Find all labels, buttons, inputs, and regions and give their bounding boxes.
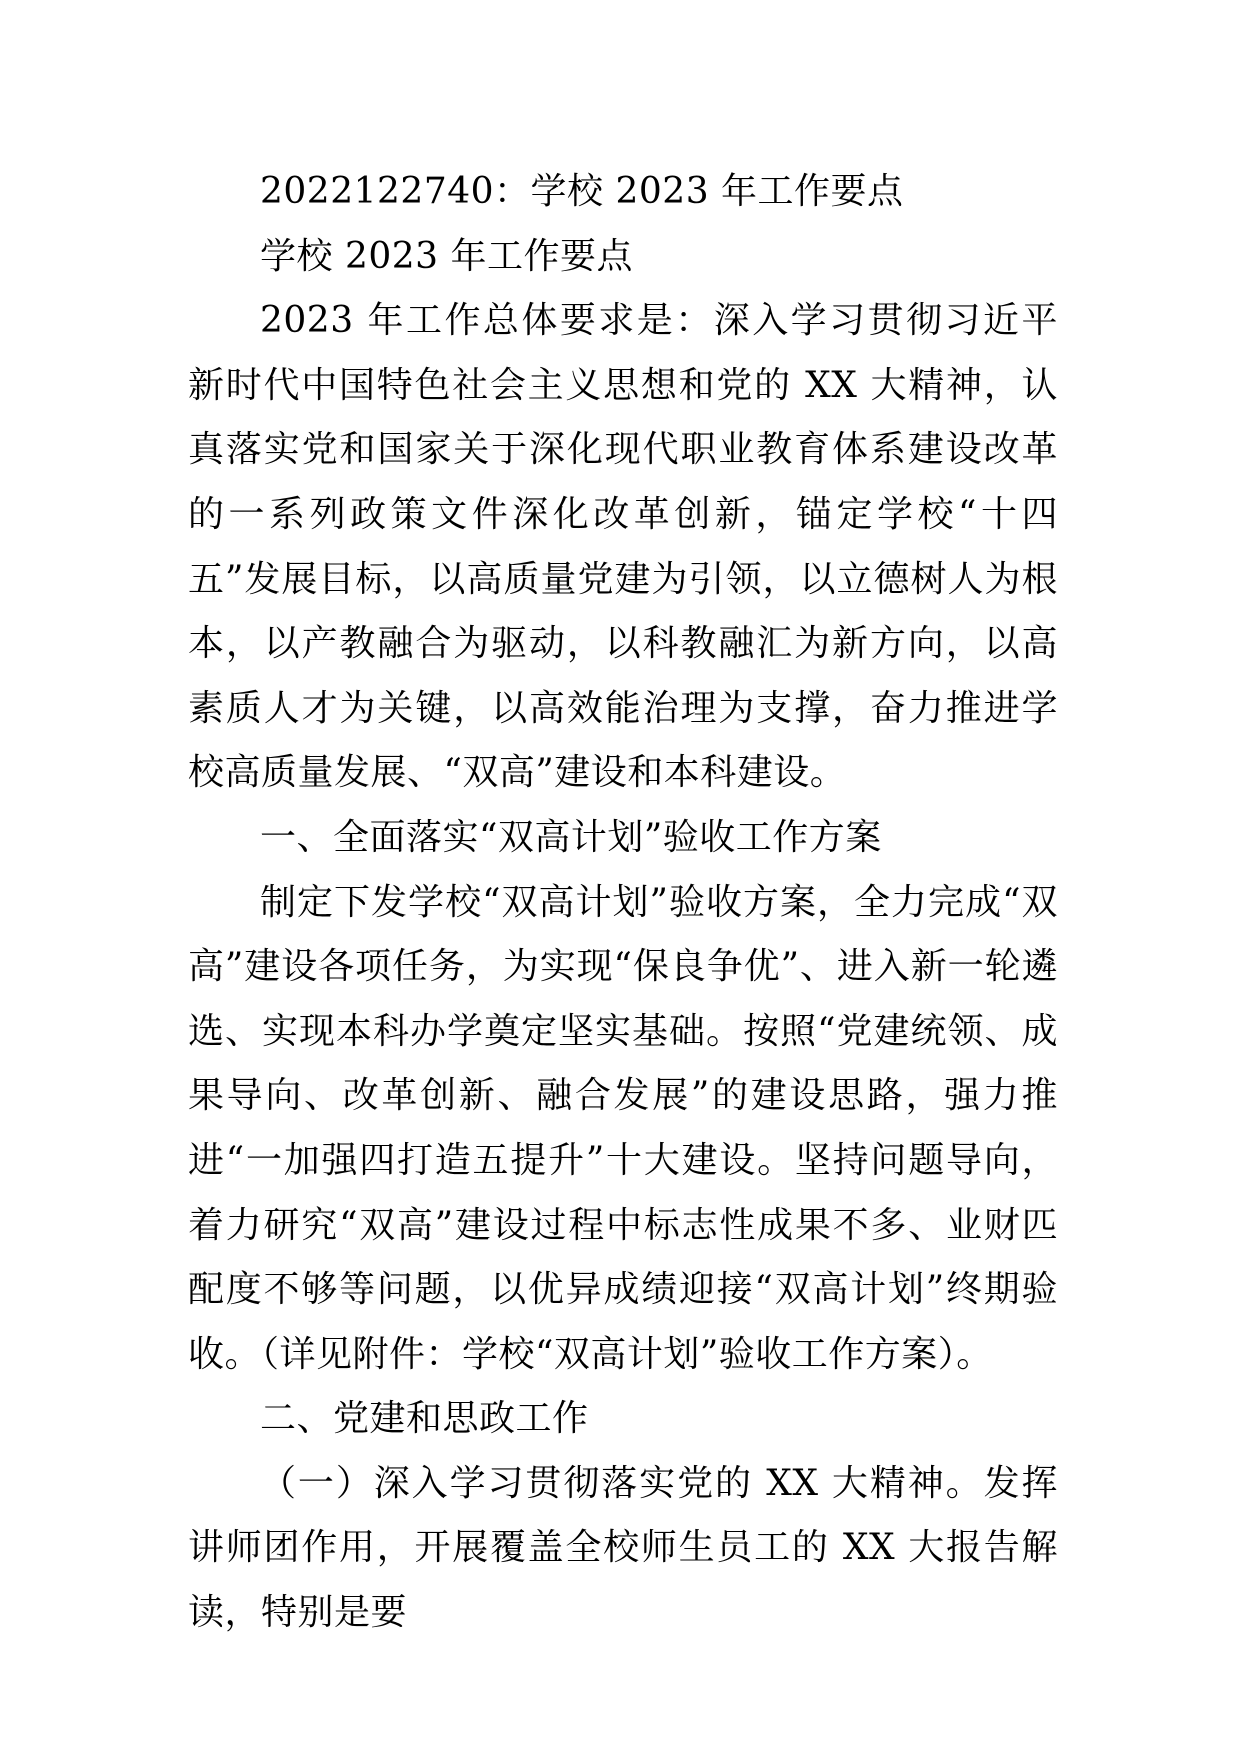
section-1-paragraph: 制定下发学校“双高计划”验收方案，全力完成“双高”建设各项任务，为实现“保良争优”、进入新一轮遴选、实现本科办学奠定坚实基础。按照“党建统领、成果导向、改革创新、融合发展”的建设思路，强力推进“一加强四打造五提升”十大建设。坚持问题导向，着力研究“双高”建设过程中标志性成果不多、业财匹配度不够等问题，以优异成绩迎接“双高计划”终期验收。（详见附件：学校“双高计划”验收工作方案）。 — [188, 881, 1058, 1375]
document-header-line: 2022122740：学校 2023 年工作要点 — [260, 171, 904, 212]
document-title: 学校 2023 年工作要点 — [260, 235, 634, 277]
section-heading-1: 一、全面落实“双高计划”验收工作方案 — [260, 816, 882, 858]
section-heading-2: 二、党建和思政工作 — [260, 1398, 589, 1440]
overall-requirements-paragraph: 2023 年工作总体要求是：深入学习贯彻习近平新时代中国特色社会主义思想和党的 XX 大精神，认真落实党和国家关于深化现代职业教育体系建设改革的一系列政策文件深化改革创新，锚定学校“十四五”发展目标，以高质量党建为引领，以立德树人为根本，以产教融合为驱动，以科教融汇为新方向，以高素质人才为关键，以高效能治理为支撑，奋力推进学校高质量发展、“双高”建设和本科建设。 — [188, 300, 1058, 794]
document-page — [188, 160, 1058, 1646]
subsection-1-paragraph: （一）深入学习贯彻落实党的 XX 大精神。发挥讲师团作用，开展覆盖全校师生员工的 XX 大报告解读，特别是要 — [188, 1462, 1058, 1634]
